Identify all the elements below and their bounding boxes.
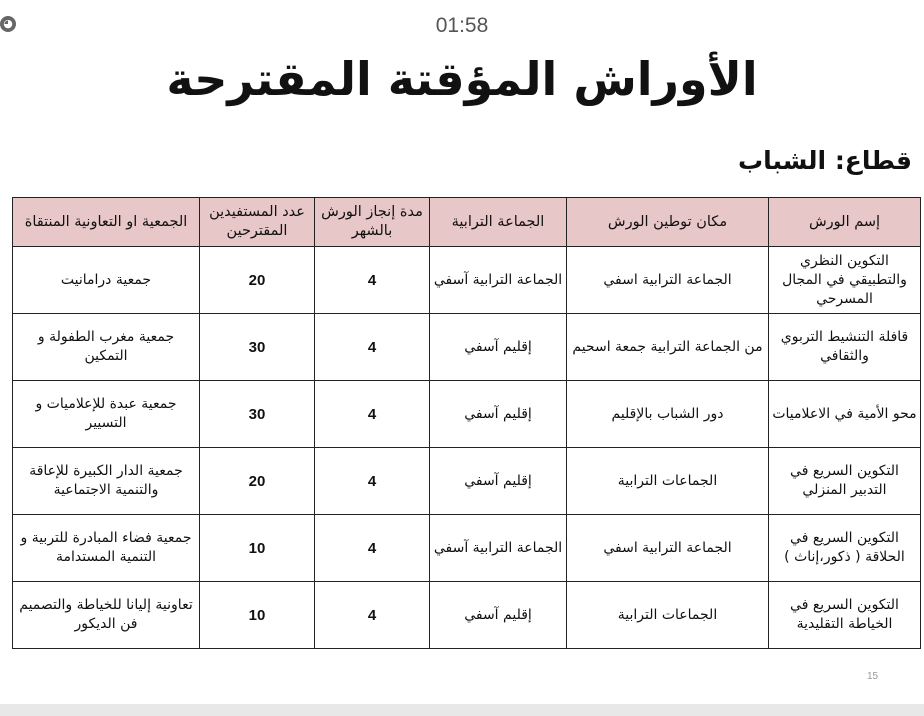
cell-location: الجماعات الترابية	[567, 582, 769, 649]
cell-beneficiaries: 30	[200, 381, 315, 448]
cell-workshop-name: التكوين النظري والتطبيقي في المجال المسرحي	[769, 247, 921, 314]
cell-duration: 4	[315, 314, 430, 381]
cell-association: جمعية عبدة للإعلاميات و التسيير	[13, 381, 200, 448]
table-row	[13, 448, 921, 515]
cell-commune: إقليم آسفي	[430, 381, 567, 448]
cell-duration: 4	[315, 381, 430, 448]
cell-beneficiaries: 10	[200, 515, 315, 582]
header-commune: الجماعة الترابية	[430, 198, 567, 247]
bottom-bar	[0, 704, 924, 716]
cell-commune: إقليم آسفي	[430, 314, 567, 381]
cell-association: جمعية الدار الكبيرة للإعاقة والتنمية الاجتماعية	[13, 448, 200, 515]
header-association: الجمعية او التعاونية المنتقاة	[13, 198, 200, 247]
table-row	[13, 247, 921, 314]
cell-association: جمعية مغرب الطفولة و التمكين	[13, 314, 200, 381]
compass-icon: ◕	[0, 16, 16, 32]
cell-location: دور الشباب بالإقليم	[567, 381, 769, 448]
cell-workshop-name: قافلة التنشيط التربوي والثقافي	[769, 314, 921, 381]
cell-duration: 4	[315, 582, 430, 649]
cell-location: الجماعة الترابية اسفي	[567, 515, 769, 582]
cell-location: الجماعات الترابية	[567, 448, 769, 515]
header-duration: مدة إنجاز الورش بالشهر	[315, 198, 430, 247]
page-title: الأوراش المؤقتة المقترحة	[166, 52, 758, 106]
cell-commune: إقليم آسفي	[430, 582, 567, 649]
cell-beneficiaries: 20	[200, 448, 315, 515]
cell-association: جمعية فضاء المبادرة للتربية و التنمية المستدامة	[13, 515, 200, 582]
table-row	[13, 515, 921, 582]
cell-workshop-name: التكوين السريع في التدبير المنزلي	[769, 448, 921, 515]
cell-beneficiaries: 30	[200, 314, 315, 381]
cell-duration: 4	[315, 515, 430, 582]
table-header-row	[13, 198, 921, 247]
table-row	[13, 381, 921, 448]
workshops-table	[12, 197, 921, 649]
cell-association: تعاونية إليانا للخياطة والتصميم فن الديكور	[13, 582, 200, 649]
header-workshop-name: إسم الورش	[769, 198, 921, 247]
cell-workshop-name: التكوين السريع في الحلاقة ( ذكور،إناث )	[769, 515, 921, 582]
cell-duration: 4	[315, 448, 430, 515]
cell-workshop-name: محو الأمية في الاعلاميات	[769, 381, 921, 448]
cell-location: الجماعة الترابية اسفي	[567, 247, 769, 314]
table-row	[13, 314, 921, 381]
cell-commune: إقليم آسفي	[430, 448, 567, 515]
header-location: مكان توطين الورش	[567, 198, 769, 247]
table-row	[13, 582, 921, 649]
cell-location: من الجماعة الترابية جمعة اسحيم	[567, 314, 769, 381]
page-number: 15	[867, 671, 879, 682]
cell-commune: الجماعة الترابية آسفي	[430, 515, 567, 582]
cell-beneficiaries: 10	[200, 582, 315, 649]
cell-duration: 4	[315, 247, 430, 314]
cell-workshop-name: التكوين السريع في الخياطة التقليدية	[769, 582, 921, 649]
header-beneficiaries: عدد المستفيدين المقترحين	[200, 198, 315, 247]
sector-heading: قطاع: الشباب	[738, 146, 912, 175]
cell-association: جمعية درامانيت	[13, 247, 200, 314]
cell-commune: الجماعة الترابية آسفي	[430, 247, 567, 314]
cell-beneficiaries: 20	[200, 247, 315, 314]
status-time: 01:58	[435, 14, 489, 37]
